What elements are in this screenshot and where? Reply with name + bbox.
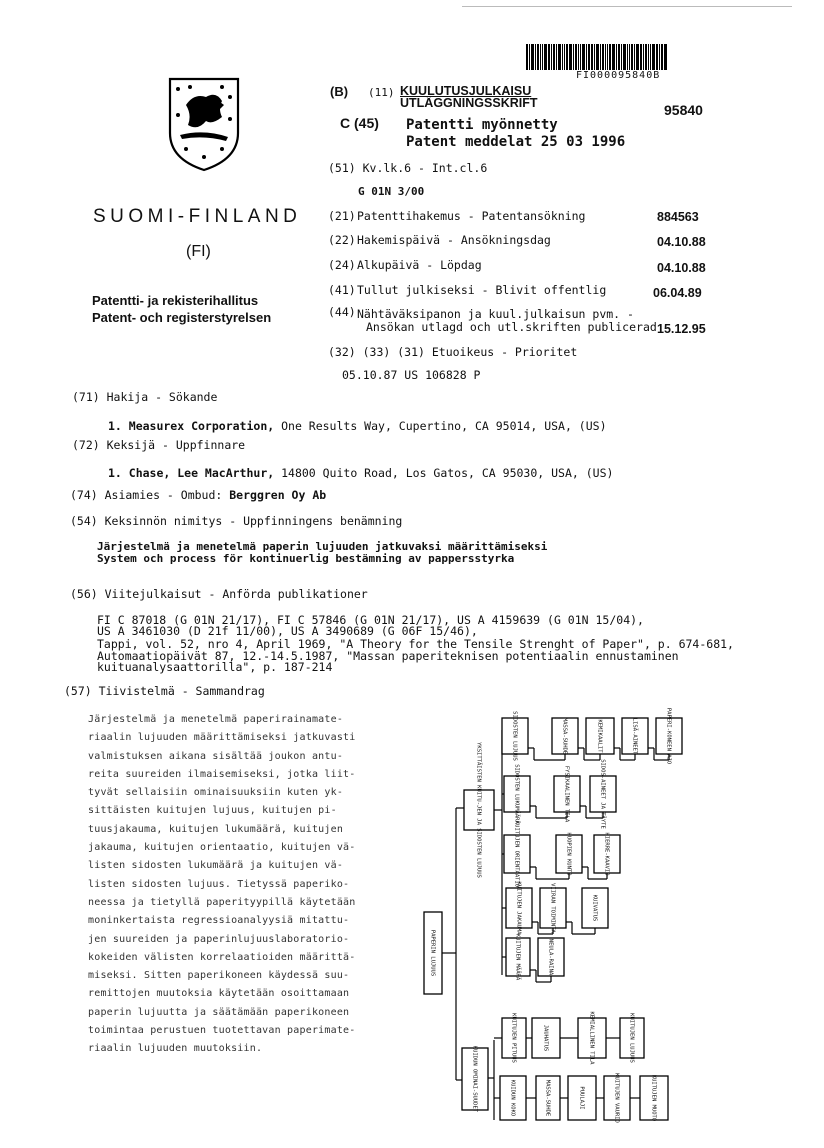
reference-line: Automaatiopäivät 87, 12.-14.5.1987, "Massan paperiteknisen potentiaalin ennustaminen <box>97 649 679 663</box>
factor-node-label: KUITUJEN ORIENTAATIO <box>513 820 520 888</box>
granted-fi: Patentti myönnetty <box>406 117 558 133</box>
field-label: Nähtäväksipanon ja kuul.julkaisun pvm. - <box>357 307 634 321</box>
factor-node-label: LISÄ-AINEET <box>631 717 638 755</box>
field-code: (21) <box>328 209 356 223</box>
abstract-line: tuusjakauma, kuitujen lukumäärä, kuitujen <box>88 823 344 835</box>
abstract-line: toimintaa perustuen tuotettavan paperimate- <box>88 1025 356 1037</box>
abstract-line: tyvät sellaisiin ominaisuuksiin kuten yk- <box>88 787 344 799</box>
factor-node-label: KUIDUN KOKO <box>509 1079 516 1117</box>
agent-name: Berggren Oy Ab <box>229 488 327 502</box>
title-label: (54) Keksinnön nimitys - Uppfinningens benämning <box>70 514 403 528</box>
abstract-line: jakauma, kuitujen orientaatio, kuitujen vä- <box>88 842 356 854</box>
title-sv: System och process för kontinuerlig bestämning av pappersstyrka <box>97 552 515 565</box>
factor-node-label: KUIVATUS <box>591 894 598 922</box>
factor-node-label: KEMIALLINEN TILA <box>588 1011 595 1065</box>
field-label: Alkupäivä - Löpdag <box>357 258 482 272</box>
references-label: (56) Viitejulkaisut - Anförda publikationer <box>70 587 368 601</box>
agent-label: (74) Asiamies - Ombud: <box>70 488 230 502</box>
abstract-line: reita suureiden ilmaisemiseksi, jotka liit- <box>88 768 356 780</box>
field-code: (24) <box>328 258 356 272</box>
abstract-line: listen sidosten lujuus. Tietyssä paperiko- <box>88 878 350 890</box>
priority-value: 05.10.87 US 106828 P <box>342 368 481 382</box>
field-code: (41) <box>328 283 356 297</box>
publication-type-fi: KUULUTUSJULKAISU <box>400 84 532 98</box>
group-node-label: YKSITTÄISTEN KUITU-JEN JA SIDOSTEN LUJUUS <box>475 742 482 878</box>
abstract-line: moninkertaista regressioanalyysiä mitattu- <box>88 915 350 927</box>
inventor-label: (72) Keksijä - Uppfinnare <box>72 438 246 452</box>
office-name-sv: Patent- och registerstyrelsen <box>92 310 272 325</box>
public-date: 06.04.89 <box>653 286 702 300</box>
barcode-number: FI000095840B <box>576 70 661 81</box>
factor-node-label: KUITUJEN VAURIO <box>613 1073 620 1123</box>
effective-date: 04.10.88 <box>657 261 706 275</box>
factor-node-label: SIDOS-AINEET JA TÄYTE <box>599 759 606 829</box>
publication-number: 95840 <box>664 102 703 118</box>
factor-node-label: PUULAJI <box>578 1086 585 1110</box>
reference-line: FI C 87018 (G 01N 21/17), FI C 57846 (G 01N 21/17), US A 4159639 (G 01N 15/04), <box>97 613 644 627</box>
field-label: Hakemispäivä - Ansökningsdag <box>357 233 551 247</box>
factor-node-label: JAUHATUS <box>542 1024 549 1052</box>
factor-node-label: KUITUJEN PITUUS <box>510 1013 517 1063</box>
c-code: C (45) <box>340 115 379 131</box>
abstract-line: jen suureiden ja paperinlujuuslaboratorio- <box>88 933 350 945</box>
abstract-line: sittäisten kuitujen lujuus, kuitujen pi- <box>88 805 337 817</box>
publication-type-sv: UTLÄGGNINGSSKRIFT <box>400 96 538 110</box>
field-code: (22) <box>328 233 356 247</box>
publication-date: 15.12.95 <box>657 322 706 336</box>
abstract-line: Järjestelmä ja menetelmä paperirainamate- <box>88 714 344 725</box>
abstract-line: remittojen muutoksia käytetään osoittamaan <box>88 988 350 1000</box>
field-label: Patenttihakemus - Patentansökning <box>357 209 586 223</box>
title-fi: Järjestelmä ja menetelmä paperin lujuuden jatkuvaksi määrittämiseksi <box>97 540 548 553</box>
country-code: (FI) <box>186 243 211 260</box>
priority-label: (32) (33) (31) Etuoikeus - Prioritet <box>328 345 578 359</box>
factor-node-label: KUITUJEN MUOTO <box>650 1074 657 1122</box>
factor-node-label: NEULA-RAINA <box>547 938 554 976</box>
abstract-line: riaalin lujuuden muutoksiin. <box>88 1043 263 1055</box>
summary-label: (57) Tiivistelmä - Sammandrag <box>64 684 265 698</box>
country-name: SUOMI-FINLAND <box>93 206 302 227</box>
reference-line: kuituanalysaattorilla", p. 187-214 <box>97 660 333 674</box>
abstract-line: miseksi. Sitten paperikoneen käydessä suu- <box>88 970 350 982</box>
reference-line: US A 3461030 (D 21f 11/00), US A 3490689 (G 06F 15/46), <box>97 624 478 638</box>
applicant-label: (71) Hakija - Sökande <box>72 390 218 404</box>
factor-node-label: KUITUJEN MÄÄRÄ <box>514 933 521 981</box>
inventor-address: 14800 Quito Road, Los Gatos, CA 95030, USA, (US) <box>274 466 614 480</box>
factor-node-label: KUITUJEN LUJUUS <box>628 1013 635 1063</box>
factor-node-label: SIDOSTEN LUJUUS <box>511 711 518 761</box>
office-name-fi: Patentti- ja rekisterihallitus <box>92 293 259 308</box>
group-node-label: KUIDUN OMINAI-SUUDET <box>471 1045 478 1113</box>
field-code: (44) <box>328 305 356 319</box>
factor-node-label: VIIRAN TOIMINTA <box>549 883 556 933</box>
field-11-code: (11) <box>368 86 395 99</box>
factor-node-label: SIDOSTEN LUKUMÄÄRÄ <box>513 764 520 824</box>
factor-node-label: MASSA-SUHDE <box>561 717 568 755</box>
intcl-value: G 01N 3/00 <box>358 185 425 198</box>
factor-node-label: PAPERI-KONEEN AJO <box>665 707 672 765</box>
field-label: Tullut julkiseksi - Blivit offentlig <box>357 283 607 297</box>
factor-node-label: HUOPIEN KUNTO <box>565 832 572 876</box>
intcl-label: (51) Kv.lk.6 - Int.cl.6 <box>328 161 488 175</box>
abstract-line: valmistuksen aikana sisältää joukon antu- <box>88 750 344 762</box>
factor-node-label: FYSIKAALINEN TILA <box>563 765 570 823</box>
factor-node-label: MASSA-SUHDE <box>544 1079 551 1117</box>
factor-node-label: HIERRE-KAAVIO <box>603 832 610 876</box>
filing-date: 04.10.88 <box>657 235 706 249</box>
applicant-address: One Results Way, Cupertino, CA 95014, USA, (US) <box>274 419 607 433</box>
factor-node-label: KEMIKAALIT <box>596 719 603 753</box>
applicant-name: 1. Measurex Corporation, <box>108 419 275 433</box>
abstract-line: listen sidosten lukumäärä ja kuitujen vä- <box>88 860 344 872</box>
inventor-name: 1. Chase, Lee MacArthur, <box>108 466 275 480</box>
application-number: 884563 <box>657 210 699 224</box>
reference-line: Tappi, vol. 52, nro 4, April 1969, "A Theory for the Tensile Strenght of Paper", p. 674-681, <box>97 637 734 651</box>
abstract-line: riaalin lujuuden määrittämiseksi jatkuvasti <box>88 732 356 744</box>
abstract-line: paperin lujuutta ja säätämään paperikoneen <box>88 1006 350 1018</box>
root-node-label: PAPERIN LUJUUS <box>429 929 436 977</box>
granted-sv: Patent meddelat 25 03 1996 <box>406 134 626 150</box>
abstract-line: kokeiden välisten korrelaatioiden määrittä- <box>88 951 356 963</box>
abstract-line: neessa ja tietyllä paperityypillä käytetään <box>88 896 356 908</box>
factor-node-label: KUITUJEN JAKAUMA <box>515 881 522 935</box>
b-code: (B) <box>330 84 349 99</box>
field-label-2: Ansökan utlagd och utl.skriften publicerad <box>366 320 657 334</box>
